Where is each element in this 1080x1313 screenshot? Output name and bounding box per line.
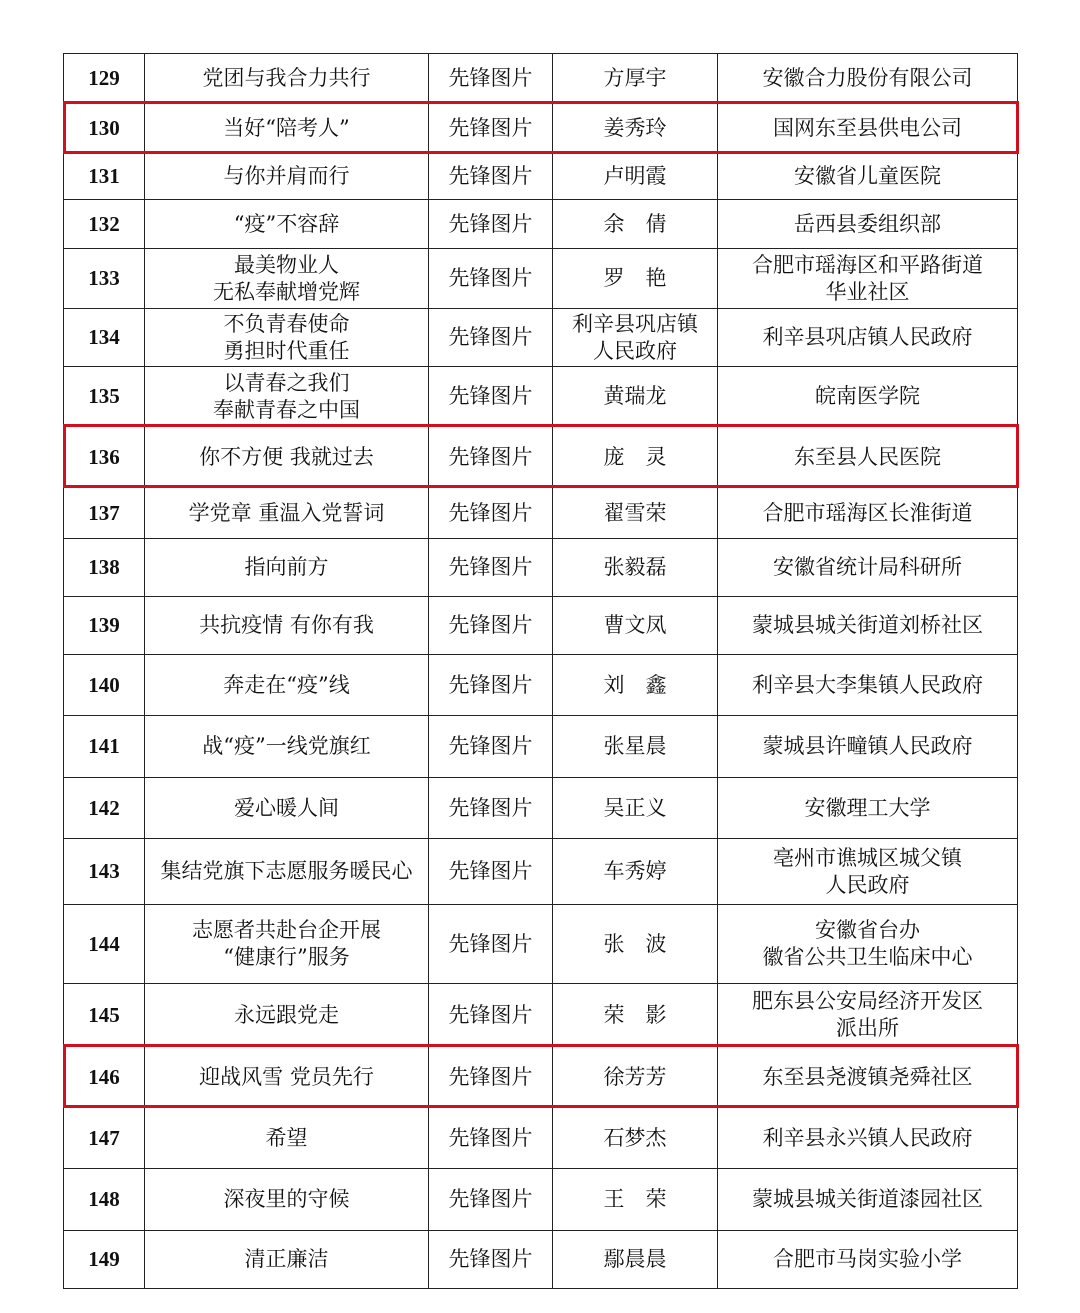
entry-type-line: 先锋图片 [448, 859, 533, 883]
entry-title-line: 奉献青春之中国 [213, 397, 360, 422]
entry-number [64, 597, 145, 655]
entry-title [145, 839, 429, 905]
entry-type-line: 先锋图片 [448, 500, 533, 525]
table-row [64, 905, 1018, 984]
entry-title [145, 54, 429, 104]
table-row [64, 200, 1018, 249]
entry-type [429, 488, 553, 539]
entry-type-line: 先锋图片 [448, 734, 533, 758]
table-row [64, 488, 1018, 539]
entry-type-line: 先锋图片 [448, 66, 533, 90]
entry-title [145, 427, 429, 488]
entry-type [429, 427, 553, 488]
entry-author-line: 车秀婷 [603, 859, 667, 883]
entry-title-line: 最美物业人 [234, 252, 339, 277]
entry-author-line: 鄢晨晨 [603, 1247, 667, 1271]
entry-type [429, 1047, 553, 1108]
entry-number-line: 136 [88, 444, 120, 469]
entry-title-line: 志愿者共赴台企开展 [192, 918, 381, 942]
entry-type [429, 367, 553, 427]
entry-title [145, 655, 429, 716]
entry-title-line: 你不方便 我就过去 [199, 444, 374, 469]
entry-organization [718, 839, 1018, 905]
entry-number [64, 1231, 145, 1289]
entry-organization-line: 合肥市瑶海区长淮街道 [762, 500, 973, 525]
table-row [64, 1108, 1018, 1169]
entry-author [553, 655, 718, 716]
entry-number [64, 367, 145, 427]
award-list-sheet [63, 53, 1017, 1289]
entry-author [553, 367, 718, 427]
entry-number [64, 249, 145, 309]
entry-type-line: 先锋图片 [448, 1002, 533, 1027]
entry-author [553, 488, 718, 539]
entry-organization-line: 利辛县大李集镇人民政府 [752, 672, 983, 697]
entry-number [64, 1047, 145, 1108]
entry-number [64, 778, 145, 839]
entry-organization [718, 1047, 1018, 1108]
entry-title [145, 249, 429, 309]
entry-number-line: 140 [88, 672, 120, 697]
entry-title-line: 与你并肩而行 [223, 164, 350, 188]
entry-type-line: 先锋图片 [448, 1187, 533, 1211]
entry-number-line: 129 [88, 66, 120, 90]
entry-type-line: 先锋图片 [448, 266, 533, 290]
entry-title-line: 永远跟党走 [234, 1002, 339, 1027]
entry-author-line: 余 倩 [603, 211, 667, 236]
entry-type-line: 先锋图片 [448, 613, 533, 637]
entry-organization-line: 人民政府 [825, 872, 910, 897]
entry-type-line: 先锋图片 [448, 795, 533, 820]
entry-type [429, 1231, 553, 1289]
entry-number-line: 130 [88, 116, 120, 140]
table-row [64, 1231, 1018, 1289]
entry-type [429, 905, 553, 984]
entry-author-line: 翟雪荣 [603, 500, 667, 525]
entry-type-line: 先锋图片 [448, 1125, 533, 1150]
entry-organization [718, 154, 1018, 200]
entry-number-line: 132 [88, 211, 120, 236]
entry-organization [718, 655, 1018, 716]
entry-title-line: 学党章 重温入党誓词 [188, 500, 385, 525]
entry-title-line: 深夜里的守候 [223, 1187, 350, 1211]
entry-title [145, 984, 429, 1047]
entry-title-line: “疫”不容辞 [233, 211, 340, 236]
entry-organization-line: 安徽省统计局科研所 [773, 555, 962, 579]
entry-title-line: 共抗疫情 有你有我 [199, 613, 374, 637]
table-row [64, 839, 1018, 905]
entry-author [553, 249, 718, 309]
entry-author [553, 778, 718, 839]
entry-organization [718, 427, 1018, 488]
table-row [64, 104, 1018, 154]
entry-author [553, 427, 718, 488]
entry-author-line: 石梦杰 [603, 1125, 667, 1150]
entry-author-line: 利辛县巩店镇 [572, 311, 698, 336]
entry-organization [718, 488, 1018, 539]
entry-number [64, 905, 145, 984]
entry-author [553, 597, 718, 655]
entry-organization-line: 东至县尧渡镇尧舜社区 [762, 1064, 973, 1089]
entry-title-line: 当好“陪考人” [223, 116, 350, 140]
table-row [64, 154, 1018, 200]
entry-type-line: 先锋图片 [448, 384, 533, 408]
table-row [64, 655, 1018, 716]
table-row [64, 984, 1018, 1047]
entry-organization [718, 597, 1018, 655]
entry-type-line: 先锋图片 [448, 1064, 533, 1089]
entry-organization-line: 派出所 [836, 1016, 899, 1040]
entry-author [553, 1108, 718, 1169]
entry-title [145, 1169, 429, 1231]
entry-type [429, 154, 553, 200]
entry-author-line: 徐芳芳 [603, 1064, 667, 1089]
entry-title [145, 539, 429, 597]
entry-organization [718, 367, 1018, 427]
entry-organization-line: 安徽省儿童医院 [794, 164, 941, 188]
entry-organization-line: 蒙城县城关街道刘桥社区 [752, 613, 983, 637]
entry-number [64, 488, 145, 539]
entry-number-line: 131 [88, 164, 120, 188]
entry-organization [718, 1231, 1018, 1289]
entry-number [64, 200, 145, 249]
entry-type-line: 先锋图片 [448, 1247, 533, 1271]
entry-number-line: 134 [88, 325, 120, 349]
entry-title [145, 905, 429, 984]
table-row [64, 716, 1018, 778]
table-row [64, 249, 1018, 309]
entry-number-line: 143 [88, 859, 120, 883]
entry-author-line: 人民政府 [593, 338, 677, 363]
entry-author [553, 984, 718, 1047]
table-row [64, 539, 1018, 597]
entry-author-line: 张 波 [603, 931, 667, 956]
entry-title-line: 奔走在“疫”线 [223, 672, 350, 697]
entry-number [64, 309, 145, 367]
entry-number [64, 539, 145, 597]
entry-organization-line: 肥东县公安局经济开发区 [752, 989, 983, 1013]
entry-type [429, 1108, 553, 1169]
entry-title [145, 1047, 429, 1108]
entry-organization-line: 华业社区 [825, 279, 910, 304]
entry-number [64, 154, 145, 200]
entry-author [553, 104, 718, 154]
entry-number-line: 141 [88, 734, 120, 758]
entry-organization-line: 合肥市马岗实验小学 [773, 1247, 962, 1271]
entry-author [553, 154, 718, 200]
entry-type [429, 778, 553, 839]
entry-organization [718, 1169, 1018, 1231]
entry-organization [718, 716, 1018, 778]
entry-type [429, 104, 553, 154]
entry-type [429, 54, 553, 104]
entry-organization [718, 539, 1018, 597]
entry-number-line: 137 [88, 500, 120, 525]
entry-author [553, 54, 718, 104]
entry-author-line: 卢明霞 [603, 164, 667, 188]
entry-type-line: 先锋图片 [448, 211, 533, 236]
entry-type [429, 1169, 553, 1231]
entry-organization [718, 905, 1018, 984]
entry-author [553, 200, 718, 249]
entry-title [145, 716, 429, 778]
entry-number-line: 142 [88, 795, 120, 820]
table-row [64, 54, 1018, 104]
entry-author-line: 张星晨 [603, 734, 667, 758]
entry-author-line: 曹文凤 [603, 613, 667, 637]
entry-title-line: 指向前方 [244, 555, 329, 579]
entry-organization-line: 安徽理工大学 [804, 795, 931, 820]
entry-title [145, 367, 429, 427]
entry-author-line: 王 荣 [603, 1187, 667, 1211]
entry-type-line: 先锋图片 [448, 444, 533, 469]
entry-organization-line: 国网东至县供电公司 [773, 116, 962, 140]
entry-number [64, 655, 145, 716]
entry-author-line: 荣 影 [603, 1002, 667, 1027]
entry-title-line: 迎战风雪 党员先行 [199, 1064, 374, 1089]
entry-title-line: 勇担时代重任 [223, 338, 350, 363]
entry-title [145, 154, 429, 200]
entry-title-line: 爱心暖人间 [234, 795, 339, 820]
entry-title-line: 战“疫”一线党旗红 [202, 734, 371, 758]
entry-author [553, 1169, 718, 1231]
entry-type-line: 先锋图片 [448, 116, 533, 140]
entry-author [553, 1047, 718, 1108]
table-row [64, 427, 1018, 488]
entry-organization [718, 309, 1018, 367]
table-row [64, 367, 1018, 427]
entry-author-line: 罗 艳 [603, 266, 667, 290]
entry-type [429, 655, 553, 716]
entry-type [429, 200, 553, 249]
entry-number-line: 145 [88, 1002, 120, 1027]
entry-author-line: 方厚宇 [603, 66, 667, 90]
entry-type [429, 597, 553, 655]
entry-title [145, 488, 429, 539]
entry-number [64, 54, 145, 104]
table-row [64, 309, 1018, 367]
entry-type [429, 539, 553, 597]
entry-title [145, 1231, 429, 1289]
entry-type [429, 984, 553, 1047]
entry-organization-line: 利辛县巩店镇人民政府 [762, 325, 973, 349]
entry-number-line: 139 [88, 613, 120, 637]
entry-number [64, 1108, 145, 1169]
entry-type-line: 先锋图片 [448, 555, 533, 579]
entry-type-line: 先锋图片 [448, 672, 533, 697]
entry-title [145, 778, 429, 839]
entry-number-line: 146 [88, 1064, 120, 1089]
entry-type [429, 716, 553, 778]
table-row [64, 778, 1018, 839]
entry-organization-line: 徽省公共卫生临床中心 [762, 945, 973, 969]
entry-author [553, 1231, 718, 1289]
entry-organization-line: 皖南医学院 [815, 384, 920, 408]
entry-number-line: 144 [88, 931, 120, 956]
entry-title [145, 309, 429, 367]
entry-title-line: 以青春之我们 [223, 370, 350, 395]
entry-organization-line: 合肥市瑶海区和平路街道 [752, 252, 983, 277]
entry-title-line: “健康行”服务 [223, 945, 350, 969]
entry-author-line: 姜秀玲 [603, 116, 667, 140]
entry-title-line: 希望 [265, 1125, 308, 1150]
entry-type-line: 先锋图片 [448, 931, 533, 956]
entry-organization [718, 249, 1018, 309]
entry-title-line: 清正廉洁 [244, 1247, 329, 1271]
entry-type [429, 309, 553, 367]
entry-author [553, 539, 718, 597]
entry-number-line: 135 [88, 384, 120, 408]
entry-author-line: 张毅磊 [603, 555, 667, 579]
entry-type [429, 839, 553, 905]
entry-title-line: 不负青春使命 [223, 311, 350, 336]
entry-organization [718, 1108, 1018, 1169]
entry-organization-line: 亳州市谯城区城父镇 [773, 845, 962, 870]
entry-title [145, 1108, 429, 1169]
entry-organization-line: 蒙城县城关街道漆园社区 [752, 1187, 983, 1211]
entry-number-line: 133 [88, 266, 120, 290]
table-row [64, 1169, 1018, 1231]
entry-title [145, 200, 429, 249]
award-table [63, 53, 1018, 1289]
entry-author-line: 刘 鑫 [603, 672, 667, 697]
entry-title-line: 集结党旗下志愿服务暖民心 [160, 859, 413, 883]
entry-number-line: 138 [88, 555, 120, 579]
entry-organization [718, 200, 1018, 249]
entry-number [64, 427, 145, 488]
entry-number [64, 1169, 145, 1231]
entry-number [64, 716, 145, 778]
entry-author [553, 716, 718, 778]
entry-organization-line: 安徽省台办 [815, 918, 920, 942]
table-row [64, 597, 1018, 655]
entry-author [553, 905, 718, 984]
entry-organization [718, 984, 1018, 1047]
entry-number-line: 147 [88, 1125, 120, 1150]
entry-type [429, 249, 553, 309]
award-table-body [64, 54, 1018, 1289]
entry-author-line: 吴正义 [603, 795, 667, 820]
entry-type-line: 先锋图片 [448, 325, 533, 349]
entry-author [553, 839, 718, 905]
entry-type-line: 先锋图片 [448, 164, 533, 188]
entry-title-line: 党团与我合力共行 [202, 66, 371, 90]
entry-organization-line: 安徽合力股份有限公司 [762, 66, 973, 90]
entry-number [64, 839, 145, 905]
entry-number [64, 104, 145, 154]
entry-title-line: 无私奉献增党辉 [213, 279, 360, 304]
entry-author-line: 庞 灵 [603, 444, 667, 469]
entry-organization [718, 778, 1018, 839]
entry-organization [718, 54, 1018, 104]
entry-title [145, 104, 429, 154]
entry-author-line: 黄瑞龙 [603, 384, 667, 408]
entry-organization-line: 岳西县委组织部 [794, 211, 941, 236]
entry-author [553, 309, 718, 367]
entry-organization-line: 东至县人民医院 [794, 444, 941, 469]
entry-organization-line: 利辛县永兴镇人民政府 [762, 1125, 973, 1150]
table-row [64, 1047, 1018, 1108]
entry-number [64, 984, 145, 1047]
entry-organization-line: 蒙城县许疃镇人民政府 [762, 734, 973, 758]
entry-organization [718, 104, 1018, 154]
entry-title [145, 597, 429, 655]
entry-number-line: 148 [88, 1187, 120, 1211]
entry-number-line: 149 [88, 1247, 120, 1271]
